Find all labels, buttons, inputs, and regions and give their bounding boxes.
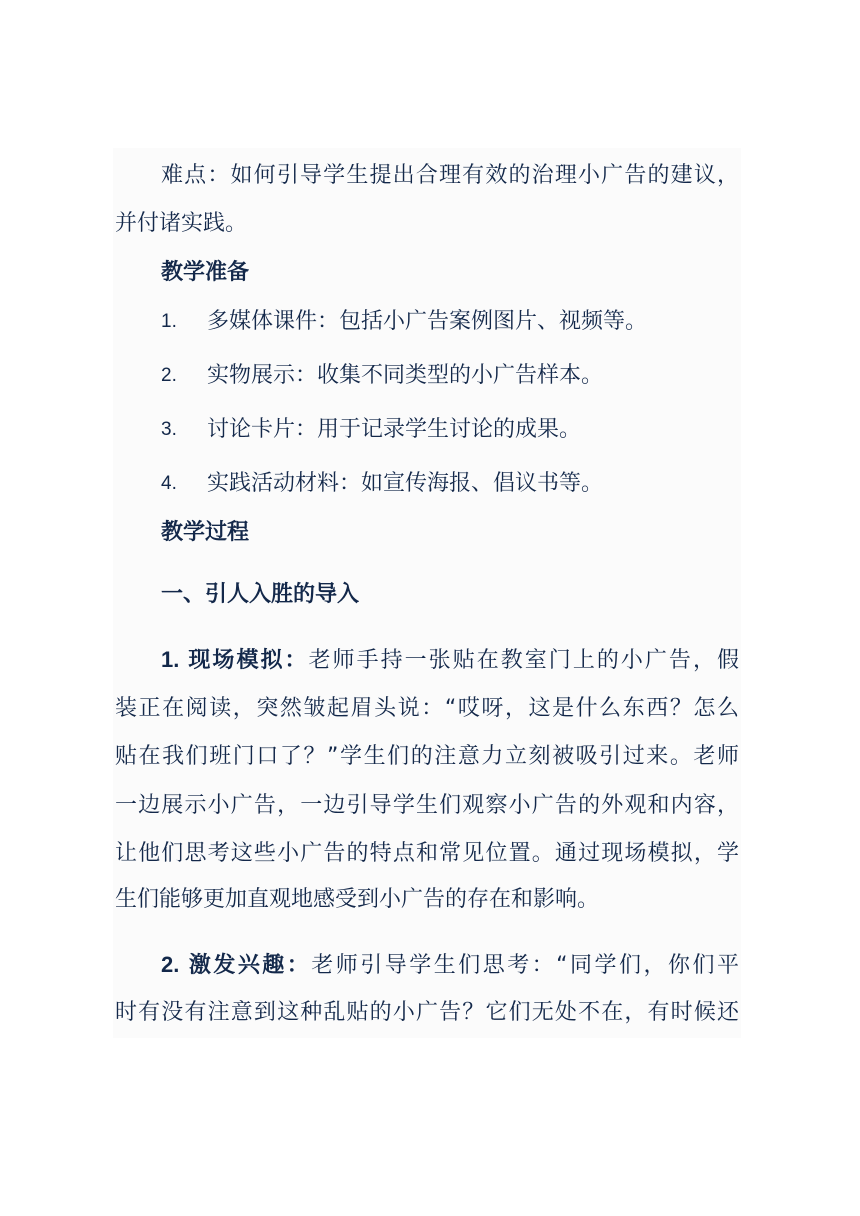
step-title: 现场模拟：	[188, 648, 309, 673]
step-2-first-line	[161, 950, 739, 981]
step-1-first-line	[161, 645, 739, 676]
process-heading: 教学过程	[161, 520, 250, 545]
list-number: 2.	[161, 365, 177, 386]
step-text: 老师引导学生们思考：“同学们，你们平	[311, 953, 739, 978]
step-number: 2.	[161, 952, 180, 977]
step-text: 老师手持一张贴在教室门上的小广告，假	[308, 648, 739, 673]
step-1-line: 贴在我们班门口了？”学生们的注意力立刻被吸引过来。老师	[115, 744, 739, 769]
list-number: 3.	[161, 419, 177, 440]
difficulty-line-2: 并付诸实践。	[115, 211, 248, 236]
list-text: 实践活动材料：如宣传海报、倡议书等。	[207, 471, 604, 496]
step-1-line: 让他们思考这些小广告的特点和常见位置。通过现场模拟，学	[115, 841, 739, 866]
step-1-line: 生们能够更加直观地感受到小广告的存在和影响。	[115, 887, 600, 912]
section-heading: 一、引人入胜的导入	[161, 582, 360, 607]
list-text: 实物展示：收集不同类型的小广告样本。	[207, 363, 604, 388]
difficulty-line-1: 难点：如何引导学生提出合理有效的治理小广告的建议，	[161, 163, 739, 188]
list-text: 多媒体课件：包括小广告案例图片、视频等。	[207, 309, 648, 334]
step-title: 激发兴趣：	[188, 953, 312, 978]
step-1-line: 一边展示小广告，一边引导学生们观察小广告的外观和内容，	[115, 793, 739, 818]
list-number: 4.	[161, 473, 177, 494]
list-text: 讨论卡片：用于记录学生讨论的成果。	[207, 417, 582, 442]
step-1-line: 装正在阅读，突然皱起眉头说：“哎呀，这是什么东西？怎么	[115, 696, 739, 721]
list-number: 1.	[161, 311, 177, 332]
step-2-line: 时有没有注意到这种乱贴的小广告？它们无处不在，有时候还	[115, 1000, 739, 1025]
preparation-heading: 教学准备	[161, 260, 250, 285]
step-number: 1.	[161, 647, 180, 672]
